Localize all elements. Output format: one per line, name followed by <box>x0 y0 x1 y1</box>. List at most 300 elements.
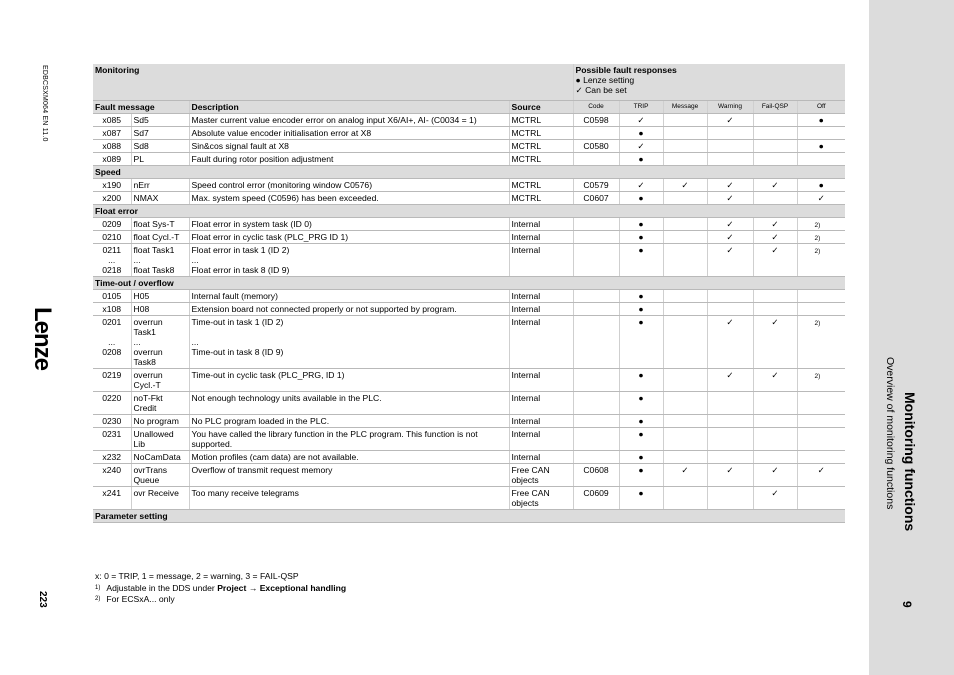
chapter-number: 9 <box>900 601 914 608</box>
trip <box>619 140 663 153</box>
fault-message-value: ovr Receive <box>133 488 179 498</box>
message-value: ✓ <box>681 465 689 475</box>
description-value: Float error in task 1 (ID 2) ... Float error in task 8 (ID 9) <box>191 245 290 275</box>
warning <box>707 316 753 369</box>
fault-message-value: nErr <box>133 180 150 190</box>
fault-message <box>131 487 189 510</box>
description-value: Overflow of transmit request memory <box>191 465 333 475</box>
footnote-1-mark: 1) <box>95 584 101 591</box>
source-value: Internal <box>511 232 541 242</box>
footnote-1-path: Project → Exceptional handling <box>217 582 347 593</box>
code <box>573 464 619 487</box>
off <box>797 392 845 415</box>
fault-message <box>131 127 189 140</box>
description-value: Max. system speed (C0596) has been exceeded. <box>191 193 379 203</box>
source-value: MCTRL <box>511 193 542 203</box>
code <box>573 290 619 303</box>
section-header <box>93 277 845 290</box>
warning <box>707 303 753 316</box>
x-legend: x: 0 = TRIP, 1 = message, 2 = warning, 3 = FAIL-QSP <box>95 571 299 581</box>
description <box>189 140 509 153</box>
source-value: Internal <box>511 317 541 327</box>
fault-number <box>93 244 131 277</box>
trip-value: ● <box>638 128 644 138</box>
trip-value: ● <box>638 370 644 380</box>
footnote-ref: 2) <box>814 373 821 380</box>
fault-message <box>131 464 189 487</box>
fail-qsp <box>753 153 797 166</box>
fail-qsp-value: ✓ <box>771 317 779 327</box>
trip <box>619 218 663 231</box>
code-value: C0609 <box>583 488 609 498</box>
description <box>189 153 509 166</box>
source <box>509 392 573 415</box>
footnote-ref: 2) <box>814 222 821 229</box>
fail-qsp-value: ✓ <box>771 488 779 498</box>
fail-qsp-value: ✓ <box>771 232 779 242</box>
fail-qsp <box>753 290 797 303</box>
message <box>663 179 707 192</box>
trip-value: ● <box>638 488 644 498</box>
fail-qsp <box>753 192 797 205</box>
off <box>797 290 845 303</box>
source <box>509 303 573 316</box>
fault-number-value: x190 <box>102 180 122 190</box>
trip <box>619 153 663 166</box>
trip-value: ● <box>638 291 644 301</box>
fault-message-value: No program <box>133 416 179 426</box>
fault-message <box>131 290 189 303</box>
trip <box>619 464 663 487</box>
fail-qsp-value: ✓ <box>771 245 779 255</box>
warning <box>707 244 753 277</box>
fault-number <box>93 415 131 428</box>
description <box>189 415 509 428</box>
source <box>509 114 573 127</box>
trip-value: ● <box>638 193 644 203</box>
trip <box>619 179 663 192</box>
fault-message <box>131 179 189 192</box>
description-value: Absolute value encoder initialisation error at X8 <box>191 128 372 138</box>
fault-message <box>131 231 189 244</box>
fault-number-value: 0219 <box>102 370 122 380</box>
trip-value: ● <box>638 393 644 403</box>
fault-message-value: ovrTrans Queue <box>133 465 168 485</box>
message <box>663 451 707 464</box>
section-header <box>93 510 845 523</box>
source <box>509 428 573 451</box>
col-description: Description <box>189 101 509 114</box>
fault-number-value: x085 <box>102 115 122 125</box>
warning <box>707 179 753 192</box>
off <box>797 415 845 428</box>
off-value: ● <box>818 180 824 190</box>
fault-number <box>93 464 131 487</box>
description <box>189 428 509 451</box>
footnote-ref: 2) <box>814 235 821 242</box>
warning <box>707 428 753 451</box>
source <box>509 140 573 153</box>
source-value: MCTRL <box>511 180 542 190</box>
source <box>509 127 573 140</box>
fault-number <box>93 218 131 231</box>
fault-message-value: H05 <box>133 291 150 301</box>
description-value: Time-out in task 1 (ID 2) ... Time-out in task 8 (ID 9) <box>191 317 284 357</box>
warning <box>707 127 753 140</box>
trip-value: ● <box>638 219 644 229</box>
off <box>797 451 845 464</box>
warning <box>707 290 753 303</box>
off <box>797 218 845 231</box>
description <box>189 244 509 277</box>
trip-value: ● <box>638 304 644 314</box>
fail-qsp <box>753 451 797 464</box>
col-code: Code <box>573 101 619 114</box>
description-value: Fault during rotor position adjustment <box>191 154 334 164</box>
fault-message-value: float Task1 ... float Task8 <box>133 245 175 275</box>
off <box>797 303 845 316</box>
legend-can-be-set: ✓ Can be set <box>575 85 627 95</box>
fault-number <box>93 114 131 127</box>
code <box>573 316 619 369</box>
code <box>573 428 619 451</box>
fault-number <box>93 369 131 392</box>
off <box>797 140 845 153</box>
fail-qsp <box>753 392 797 415</box>
message <box>663 369 707 392</box>
source <box>509 451 573 464</box>
code <box>573 153 619 166</box>
source-value: Free CAN objects <box>511 488 550 508</box>
description-value: Time-out in cyclic task (PLC_PRG, ID 1) <box>191 370 345 380</box>
code <box>573 244 619 277</box>
fail-qsp-value: ✓ <box>771 465 779 475</box>
source-value: MCTRL <box>511 141 542 151</box>
table-row <box>93 140 845 153</box>
col-off: Off <box>797 101 845 114</box>
source <box>509 218 573 231</box>
fault-number-value: x200 <box>102 193 122 203</box>
code-value: C0598 <box>583 115 609 125</box>
code-value: C0580 <box>583 141 609 151</box>
warning <box>707 451 753 464</box>
fault-message <box>131 303 189 316</box>
col-message: Message <box>663 101 707 114</box>
source-value: Internal <box>511 370 541 380</box>
trip <box>619 392 663 415</box>
table-header-row <box>93 64 845 101</box>
chapter-sidebar <box>869 0 954 675</box>
table-row <box>93 179 845 192</box>
description <box>189 487 509 510</box>
warning-value: ✓ <box>726 245 734 255</box>
trip <box>619 487 663 510</box>
table-row <box>93 192 845 205</box>
col-fault-message: Fault message <box>93 101 189 114</box>
footnote-1-text: Adjustable in the DDS under <box>106 582 218 593</box>
fault-message-value: overrun Cycl.-T <box>133 370 163 390</box>
table-row <box>93 290 845 303</box>
trip <box>619 231 663 244</box>
trip-value: ● <box>638 154 644 164</box>
fault-number <box>93 392 131 415</box>
fault-number-value: 0220 <box>102 393 122 403</box>
fault-message-value: H08 <box>133 304 150 314</box>
source <box>509 192 573 205</box>
fault-message-value: Unallowed Lib <box>133 429 174 449</box>
message <box>663 231 707 244</box>
source-value: Internal <box>511 452 541 462</box>
message <box>663 114 707 127</box>
description-value: Sin&cos signal fault at X8 <box>191 141 289 151</box>
section-title: Parameter setting <box>93 510 845 523</box>
message <box>663 415 707 428</box>
off <box>797 487 845 510</box>
fault-number-value: x108 <box>102 304 122 314</box>
fault-number <box>93 428 131 451</box>
table-row <box>93 487 845 510</box>
message <box>663 192 707 205</box>
fault-message-value: NoCamData <box>133 452 181 462</box>
fail-qsp <box>753 127 797 140</box>
fault-message-value: PL <box>133 154 145 164</box>
description-value: Float error in cyclic task (PLC_PRG ID 1) <box>191 232 349 242</box>
description-value: Master current value encoder error on analog input X6/AI+, AI- (C0034 = 1) <box>191 115 477 125</box>
warning <box>707 464 753 487</box>
trip <box>619 192 663 205</box>
source <box>509 415 573 428</box>
table-footnotes <box>95 571 346 606</box>
warning <box>707 140 753 153</box>
fail-qsp <box>753 464 797 487</box>
description <box>189 303 509 316</box>
source <box>509 464 573 487</box>
table-row <box>93 244 845 277</box>
description <box>189 316 509 369</box>
off <box>797 153 845 166</box>
fail-qsp-value: ✓ <box>771 180 779 190</box>
source-value: MCTRL <box>511 115 542 125</box>
warning-value: ✓ <box>726 193 734 203</box>
code <box>573 179 619 192</box>
column-header-row <box>93 101 845 114</box>
warning-value: ✓ <box>726 219 734 229</box>
description <box>189 231 509 244</box>
fault-message-value: float Cycl.-T <box>133 232 180 242</box>
trip-value: ● <box>638 429 644 439</box>
table-row <box>93 218 845 231</box>
message <box>663 290 707 303</box>
code-value: C0579 <box>583 180 609 190</box>
table-row <box>93 464 845 487</box>
section-title: Float error <box>93 205 845 218</box>
trip-value: ● <box>638 317 644 327</box>
footnote-2-text: For ECSxA... only <box>106 594 175 604</box>
fault-number-value: x088 <box>102 141 122 151</box>
description-value: No PLC program loaded in the PLC. <box>191 416 330 426</box>
fault-number <box>93 140 131 153</box>
code-value: C0607 <box>583 193 609 203</box>
fault-number <box>93 231 131 244</box>
warning <box>707 231 753 244</box>
fault-number <box>93 179 131 192</box>
footnote-2 <box>95 594 346 606</box>
warning-value: ✓ <box>726 370 734 380</box>
trip <box>619 451 663 464</box>
off-value: ✓ <box>817 193 825 203</box>
off <box>797 369 845 392</box>
col-source: Source <box>509 101 573 114</box>
col-fail-qsp: Fail-QSP <box>753 101 797 114</box>
off <box>797 114 845 127</box>
off <box>797 179 845 192</box>
fault-number-value: x087 <box>102 128 122 138</box>
fault-message <box>131 153 189 166</box>
monitoring-heading: Monitoring <box>93 64 573 101</box>
description <box>189 392 509 415</box>
description-value: Internal fault (memory) <box>191 291 278 301</box>
warning <box>707 487 753 510</box>
trip-value: ✓ <box>637 180 645 190</box>
table-row <box>93 428 845 451</box>
off-value: ✓ <box>817 465 825 475</box>
source <box>509 369 573 392</box>
fail-qsp <box>753 244 797 277</box>
fault-number-value: 0209 <box>102 219 122 229</box>
source <box>509 153 573 166</box>
fail-qsp <box>753 415 797 428</box>
document-code: EDBCSXM064 EN 11.0 <box>41 65 48 142</box>
source <box>509 231 573 244</box>
fault-number <box>93 192 131 205</box>
code <box>573 192 619 205</box>
off <box>797 244 845 277</box>
fail-qsp <box>753 487 797 510</box>
trip-value: ✓ <box>637 141 645 151</box>
source-value: Internal <box>511 416 541 426</box>
source <box>509 244 573 277</box>
fault-number-value: x089 <box>102 154 122 164</box>
description <box>189 464 509 487</box>
fault-message-value: float Sys-T <box>133 219 175 229</box>
footnote-1 <box>95 583 346 595</box>
source-value: Internal <box>511 245 541 255</box>
source-value: MCTRL <box>511 154 542 164</box>
description <box>189 369 509 392</box>
code <box>573 369 619 392</box>
section-header <box>93 166 845 179</box>
warning-value: ✓ <box>726 115 734 125</box>
message <box>663 244 707 277</box>
fault-message <box>131 316 189 369</box>
trip <box>619 127 663 140</box>
message <box>663 464 707 487</box>
source <box>509 290 573 303</box>
trip-value: ● <box>638 452 644 462</box>
fault-message <box>131 369 189 392</box>
off-value: ● <box>818 141 824 151</box>
code <box>573 127 619 140</box>
description <box>189 192 509 205</box>
source-value: MCTRL <box>511 128 542 138</box>
chapter-title: Monitoring functions <box>902 392 918 532</box>
code <box>573 114 619 127</box>
fail-qsp <box>753 140 797 153</box>
message <box>663 487 707 510</box>
description-value: Not enough technology units available in the PLC. <box>191 393 382 403</box>
off <box>797 464 845 487</box>
fault-number-value: 0210 <box>102 232 122 242</box>
fault-message <box>131 114 189 127</box>
source-value: Internal <box>511 219 541 229</box>
description-value: Float error in system task (ID 0) <box>191 219 312 229</box>
section-title: Time-out / overflow <box>93 277 845 290</box>
fail-qsp <box>753 231 797 244</box>
code <box>573 415 619 428</box>
fault-message <box>131 451 189 464</box>
table-row <box>93 231 845 244</box>
footnote-ref: 2) <box>814 320 821 327</box>
fault-number-value: x232 <box>102 452 122 462</box>
legend-lenze-setting: ● Lenze setting <box>575 75 635 85</box>
fail-qsp <box>753 179 797 192</box>
source-value: Internal <box>511 429 541 439</box>
fault-number-value: 0105 <box>102 291 122 301</box>
source-value: Internal <box>511 304 541 314</box>
fault-message-value: Sd8 <box>133 141 149 151</box>
description-value: Speed control error (monitoring window C0576) <box>191 180 373 190</box>
fault-message <box>131 244 189 277</box>
trip <box>619 428 663 451</box>
fail-qsp <box>753 218 797 231</box>
col-warning: Warning <box>707 101 753 114</box>
warning <box>707 369 753 392</box>
message <box>663 218 707 231</box>
fail-qsp <box>753 428 797 451</box>
off <box>797 192 845 205</box>
table-row <box>93 153 845 166</box>
fail-qsp <box>753 316 797 369</box>
warning-value: ✓ <box>726 180 734 190</box>
fault-number-value: 0211 ... 0218 <box>102 245 122 275</box>
fault-message-value: overrun Task1 ... overrun Task8 <box>133 317 163 367</box>
warning <box>707 192 753 205</box>
section-header <box>93 205 845 218</box>
fault-message <box>131 428 189 451</box>
fail-qsp-value: ✓ <box>771 219 779 229</box>
fault-number-value: x241 <box>102 488 122 498</box>
code <box>573 303 619 316</box>
trip <box>619 369 663 392</box>
description <box>189 290 509 303</box>
description <box>189 114 509 127</box>
message <box>663 127 707 140</box>
table-row <box>93 316 845 369</box>
table-row <box>93 303 845 316</box>
message <box>663 140 707 153</box>
source-value: Free CAN objects <box>511 465 550 485</box>
footnote-2-mark: 2) <box>95 596 101 602</box>
fault-responses-heading <box>573 64 845 101</box>
fault-responses-title: Possible fault responses <box>575 65 677 75</box>
off <box>797 428 845 451</box>
source <box>509 487 573 510</box>
warning-value: ✓ <box>726 317 734 327</box>
table-row <box>93 415 845 428</box>
lenze-logo: Lenze <box>29 307 56 371</box>
trip <box>619 290 663 303</box>
message <box>663 303 707 316</box>
